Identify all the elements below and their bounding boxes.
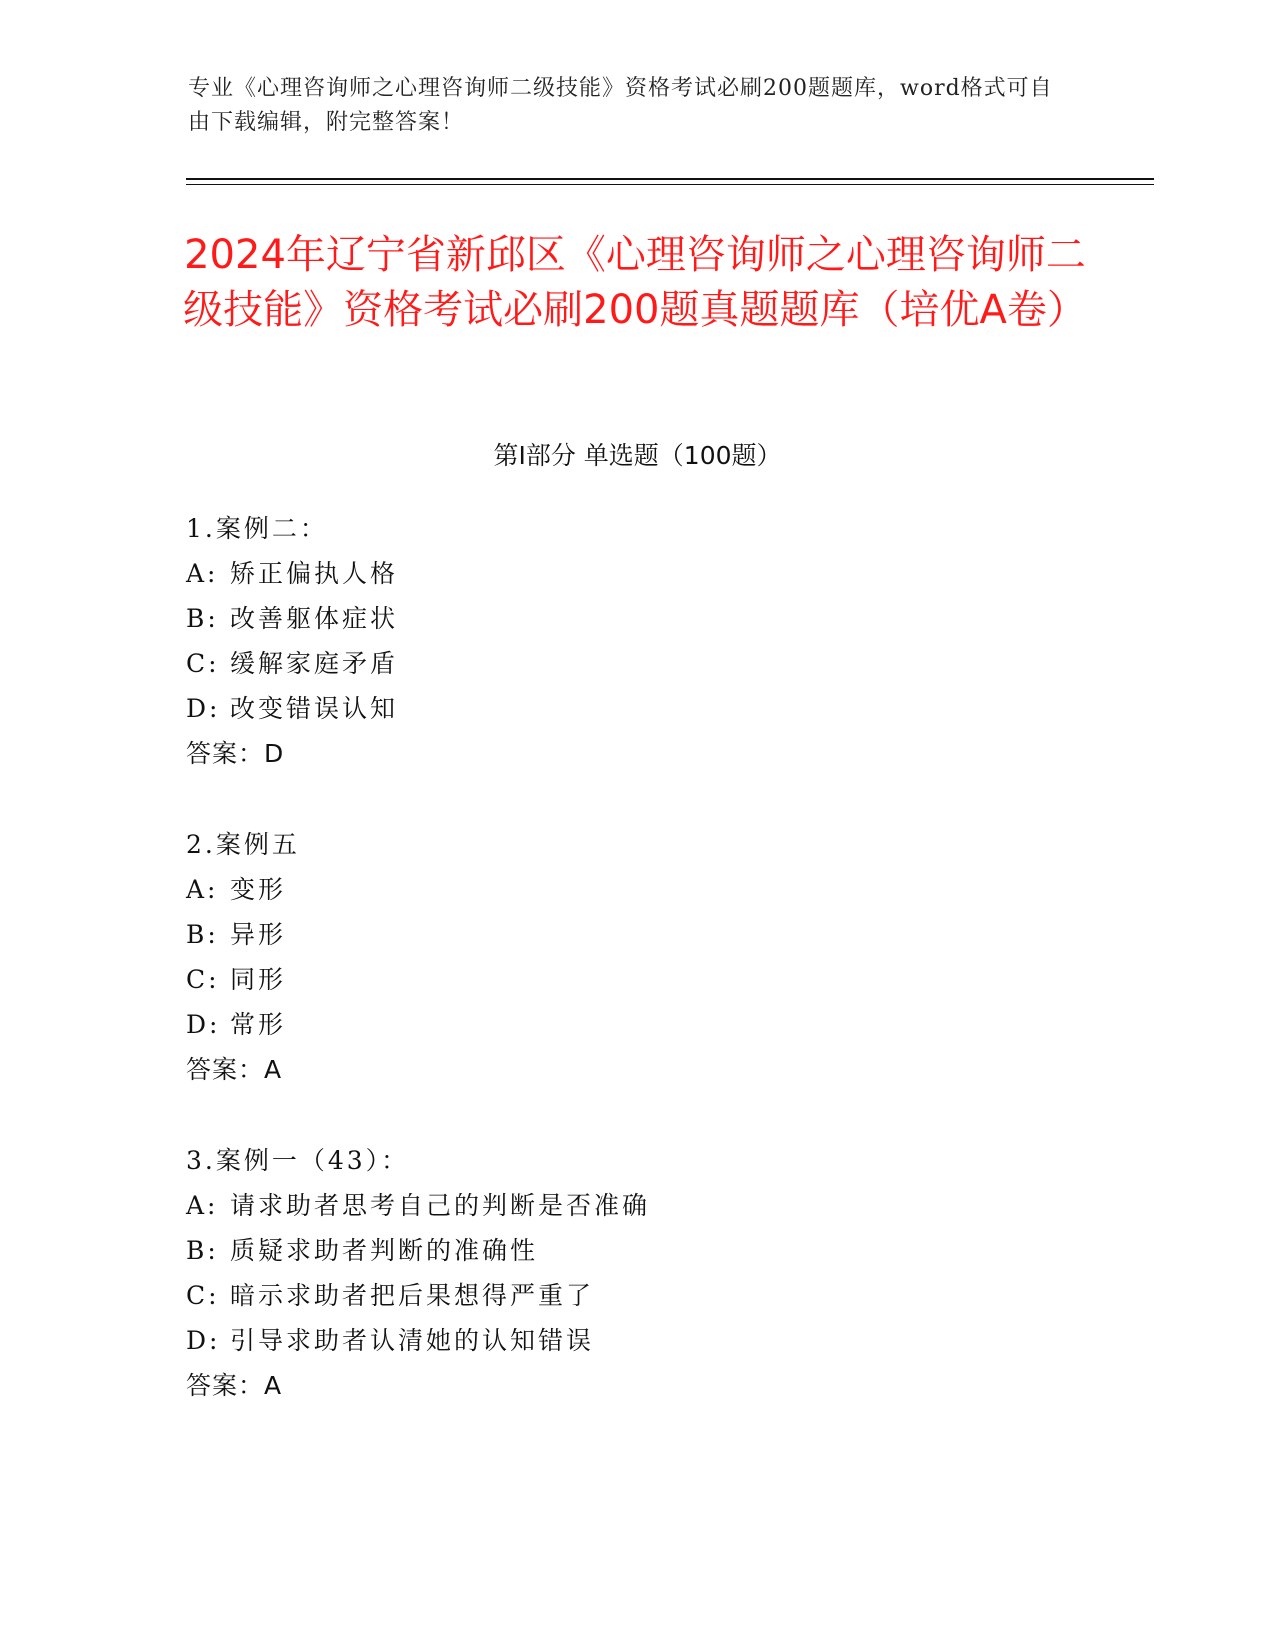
section-title: 第I部分 单选题（100题） [493, 441, 782, 470]
question-option-b [186, 596, 1086, 641]
option-key: C: [186, 649, 220, 678]
option-text: 请求助者思考自己的判断是否准确 [230, 1191, 651, 1220]
question-stem: 3.案例一（43）： [186, 1146, 410, 1175]
question-answer: 答案：A [186, 1055, 283, 1084]
option-key: B: [186, 1236, 219, 1265]
option-key: B: [186, 604, 219, 633]
question-answer: 答案：D [186, 739, 285, 768]
option-text: 暗示求助者把后果想得严重了 [230, 1281, 595, 1310]
question-option-c [186, 641, 1086, 686]
header-note: 专业《心理咨询师之心理咨询师二级技能》资格考试必刷200题题库，word格式可自由下载编辑，附完整答案！ [188, 76, 1053, 135]
option-key: C: [186, 1281, 220, 1310]
question-option-d [186, 686, 1086, 731]
question-option-d [186, 1002, 1086, 1047]
option-key: B: [186, 920, 219, 949]
option-text: 常形 [230, 1010, 287, 1039]
option-key: A: [186, 1191, 219, 1220]
option-key: D: [186, 694, 221, 723]
option-text: 改善躯体症状 [230, 604, 399, 633]
header-divider-thin [186, 184, 1154, 185]
question-answer: 答案：A [186, 1371, 283, 1400]
option-text: 同形 [230, 965, 287, 994]
option-text: 异形 [230, 920, 287, 949]
option-text: 引导求助者认清她的认知错误 [230, 1326, 595, 1355]
option-text: 改变错误认知 [230, 694, 399, 723]
question-stem: 1.案例二： [186, 514, 328, 543]
option-key: A: [186, 559, 219, 588]
question-option-a [186, 1183, 1086, 1228]
question-2 [186, 822, 1086, 1092]
question-option-b [186, 1228, 1086, 1273]
option-key: D: [186, 1010, 221, 1039]
option-key: A: [186, 875, 219, 904]
header-divider-thick [186, 178, 1154, 180]
question-option-a [186, 867, 1086, 912]
question-option-b [186, 912, 1086, 957]
question-option-d [186, 1318, 1086, 1363]
option-text: 缓解家庭矛盾 [230, 649, 399, 678]
option-key: D: [186, 1326, 221, 1355]
option-text: 变形 [230, 875, 287, 904]
option-key: C: [186, 965, 220, 994]
document-title: 2024年辽宁省新邱区《心理咨询师之心理咨询师二级技能》资格考试必刷200题真题题库（培优A卷） [183, 232, 1087, 333]
option-text: 质疑求助者判断的准确性 [230, 1236, 539, 1265]
question-option-c [186, 957, 1086, 1002]
question-stem: 2.案例五 [186, 830, 300, 859]
option-text: 矫正偏执人格 [230, 559, 399, 588]
question-option-a [186, 551, 1086, 596]
question-1 [186, 506, 1086, 776]
question-3 [186, 1138, 1086, 1408]
question-option-c [186, 1273, 1086, 1318]
